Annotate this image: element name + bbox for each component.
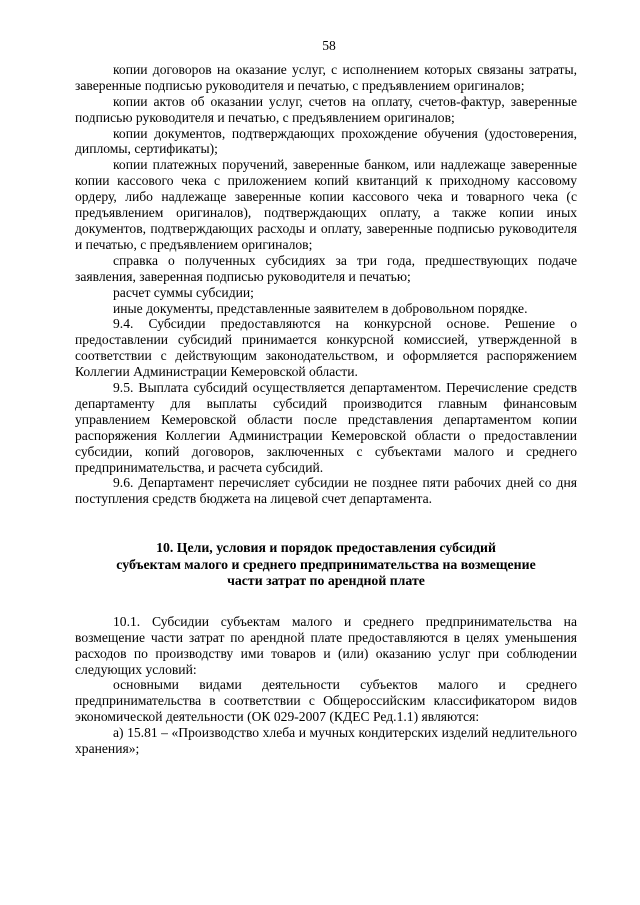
paragraph-service-act-copies: копии актов об оказании услуг, счетов на оплату, счетов-фактур, заверенные подписью руководителя и печатью, с предъявлением оригиналов; [75, 93, 577, 125]
paragraph-activity-types: основными видами деятельности субъектов малого и среднего предпринимательства в соответствии с Общероссийским классификатором видов экономической деятельности (ОК 029-2007 (КДЕС Ред.1.1) являются: [75, 677, 577, 725]
page-number: 58 [322, 38, 336, 53]
document-page [75, 38, 577, 757]
section-heading-line-2: субъектам малого и среднего предпринимательства на возмещение [116, 556, 536, 572]
paragraph-subsidy-certificate: справка о полученных субсидиях за три года, предшествующих подаче заявления, заверенная подписью руководителя и печатью; [75, 252, 577, 284]
paragraph-payment-order-copies: копии платежных поручений, заверенные банком, или надлежаще заверенные копии кассового чека с приложением копий квитанций к приходному кассовому ордеру, либо надлежаще заверенные копии кассового чека и товарного чека (с предъявлением оригиналов), подтверждающих оплату, а также копии иных документов, подтверждающих расходы и оплату, заверенные подписью руководителя и печатью, с предъявлением оригиналов; [75, 157, 577, 252]
paragraph-training-document-copies: копии документов, подтверждающих прохождение обучения (удостоверения, дипломы, сертификаты); [75, 125, 577, 157]
paragraph-clause-9-6: 9.6. Департамент перечисляет субсидии не позднее пяти рабочих дней со дня поступления средств бюджета на лицевой счет департамента. [75, 475, 577, 507]
paragraph-clause-10-1: 10.1. Субсидии субъектам малого и среднего предпринимательства на возмещение части затрат по арендной плате предоставляются в целях уменьшения расходов по производству ими товаров и (или) оказанию услуг при соблюдении следующих условий: [75, 613, 577, 677]
section-heading-line-1: 10. Цели, условия и порядок предоставления субсидий [156, 540, 496, 556]
section-heading-line-3: части затрат по арендной плате [227, 573, 425, 589]
paragraph-contract-copies: копии договоров на оказание услуг, с исполнением которых связаны затраты, заверенные подписью руководителя и печатью, с предъявлением оригиналов; [75, 61, 577, 93]
paragraph-other-documents: иные документы, представленные заявителем в добровольном порядке. [113, 300, 528, 316]
paragraph-clause-9-5: 9.5. Выплата субсидий осуществляется департаментом. Перечисление средств департаменту для выплаты субсидий производится главным финансовым управлением Кемеровской области после представления департаментом копии распоряжения Коллегии Администрации Кемеровской области о предоставлении субсидии, копий договоров, заключенных с субъектами малого и среднего предпринимательства, и расчета субсидий. [75, 380, 577, 475]
paragraph-subsidy-calculation: расчет суммы субсидии; [113, 284, 254, 300]
paragraph-item-a-15-81: а) 15.81 – «Производство хлеба и мучных кондитерских изделий недлительного хранения»; [75, 725, 577, 757]
section-10-heading [75, 540, 577, 590]
paragraph-clause-9-4: 9.4. Субсидии предоставляются на конкурсной основе. Решение о предоставлении субсидий принимается конкурсной комиссией, утвержденной в соответствии с действующим законодательством, и оформляется распоряжением Коллегии Администрации Кемеровской области. [75, 316, 577, 380]
